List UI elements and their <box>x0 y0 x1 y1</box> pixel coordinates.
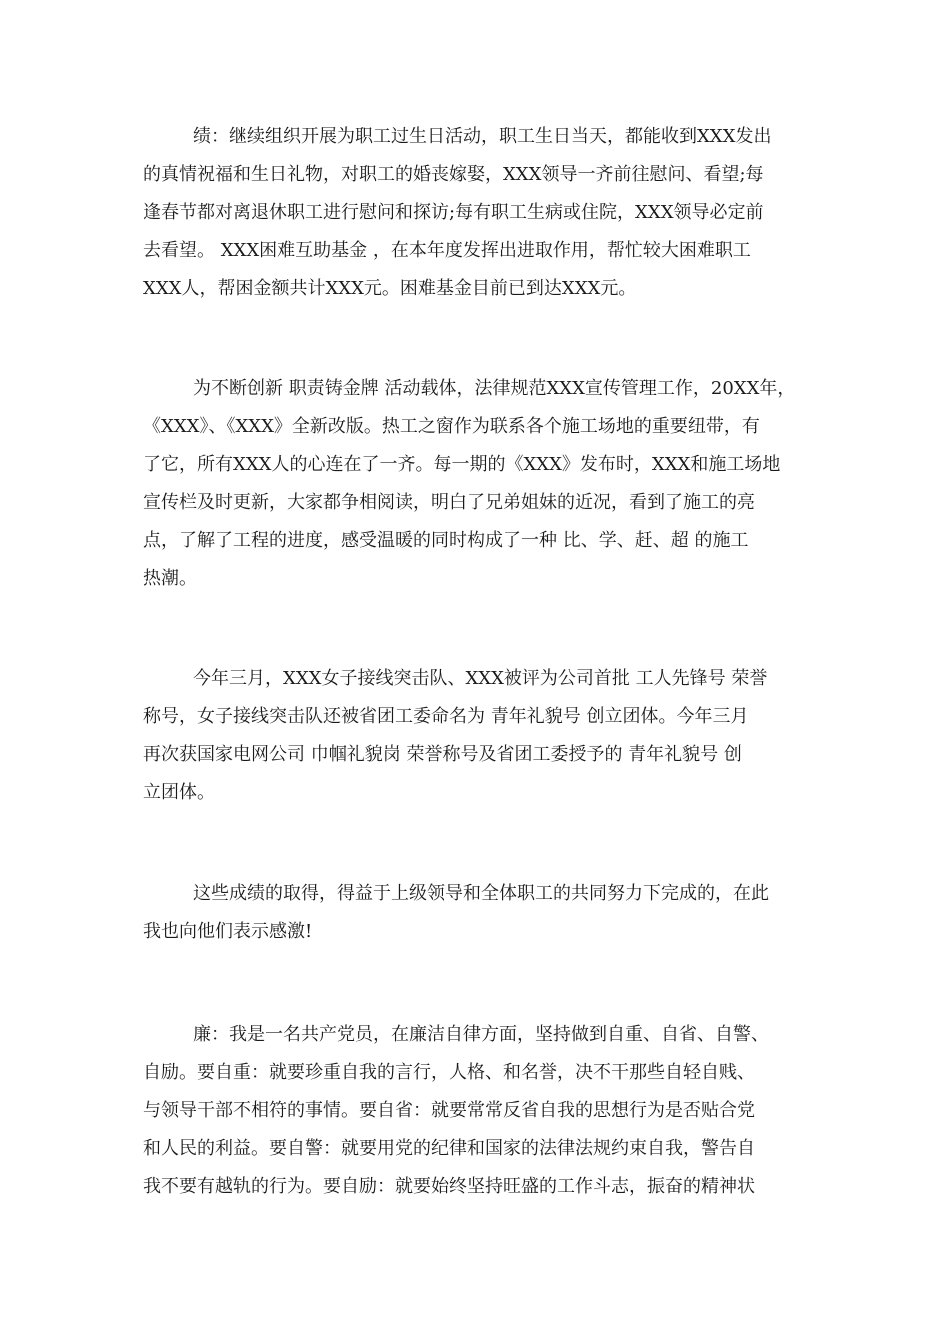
text-line: 与领导干部不相符的事情。要自省：就要常常反省自我的思想行为是否贴合党 <box>143 1100 755 1121</box>
text-line: 的真情祝福和生日礼物，对职工的婚丧嫁娶，XXX领导一齐前往慰问、看望;每 <box>143 164 764 185</box>
paragraph-achievements <box>143 118 843 308</box>
text-line: 为不断创新 职责铸金牌 活动载体，法律规范XXX宣传管理工作，20XX年， <box>193 378 796 399</box>
text-line: 我不要有越轨的行为。要自励：就要始终坚持旺盛的工作斗志，振奋的精神状 <box>143 1176 755 1197</box>
text-line: 逢春节都对离退休职工进行慰问和探访;每有职工生病或住院，XXX领导必定前 <box>143 202 764 223</box>
text-line: 了它，所有XXX人的心连在了一齐。每一期的《XXX》发布时，XXX和施工场地 <box>143 454 781 475</box>
text-line: 和人民的利益。要自警：就要用党的纪律和国家的法律法规约束自我，警告自 <box>143 1138 755 1159</box>
text-line: 点，了解了工程的进度，感受温暖的同时构成了一种 比、学、赶、超 的施工 <box>143 530 749 551</box>
text-line: 再次获国家电网公司 巾帼礼貌岗 荣誉称号及省团工委授予的 青年礼貌号 创 <box>143 744 742 765</box>
text-line: 绩：继续组织开展为职工过生日活动，职工生日当天，都能收到XXX发出 <box>193 126 772 147</box>
text-line: 这些成绩的取得，得益于上级领导和全体职工的共同努力下完成的，在此 <box>193 883 769 904</box>
text-line: 今年三月，XXX女子接线突击队、XXX被评为公司首批 工人先锋号 荣誉 <box>193 668 768 689</box>
text-line: 称号，女子接线突击队还被省团工委命名为 青年礼貌号 创立团体。今年三月 <box>143 706 749 727</box>
text-line: 热潮。 <box>143 568 197 589</box>
paragraph-publicity <box>143 370 843 598</box>
paragraph-thanks <box>143 875 843 951</box>
text-line: XXX人，帮困金额共计XXX元。困难基金目前已到达XXX元。 <box>143 278 637 299</box>
text-line: 《XXX》、《XXX》全新改版。热工之窗作为联系各个施工场地的重要纽带，有 <box>143 416 760 437</box>
text-line: 我也向他们表示感激! <box>143 921 313 942</box>
text-line: 宣传栏及时更新，大家都争相阅读，明白了兄弟姐妹的近况，看到了施工的亮 <box>143 492 755 513</box>
text-line: 去看望。 XXX困难互助基金 ，在本年度发挥出进取作用，帮忙较大困难职工 <box>143 240 751 261</box>
paragraph-integrity <box>143 1016 843 1206</box>
paragraph-honors <box>143 660 843 812</box>
text-line: 廉：我是一名共产党员，在廉洁自律方面，坚持做到自重、自省、自警、 <box>193 1024 769 1045</box>
text-line: 立团体。 <box>143 782 215 803</box>
text-line: 自励。要自重：就要珍重自我的言行，人格、和名誉，决不干那些自轻自贱、 <box>143 1062 755 1083</box>
